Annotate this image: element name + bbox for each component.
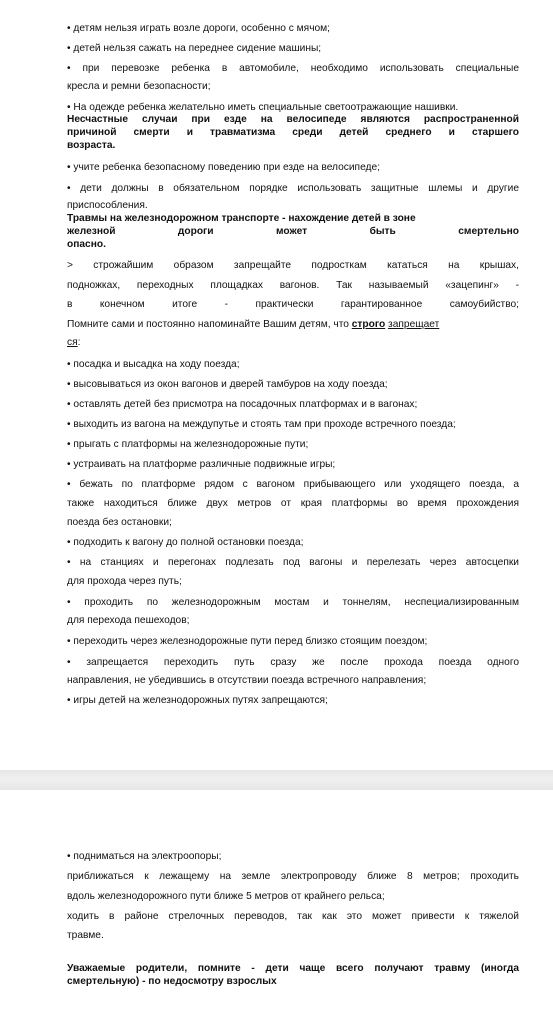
heading-line: Несчастные случаи при езде на велосипеде являются распространенной bbox=[67, 114, 519, 125]
text-span: : bbox=[77, 337, 81, 348]
heading-line: причиной смерти и травматизма среди детей среднего и старшего bbox=[67, 127, 519, 138]
text-line: • детям нельзя играть возле дороги, особенно с мячом; bbox=[67, 23, 331, 34]
text-line: травме. bbox=[67, 930, 104, 941]
text-line: в конечном итоге - практически гарантированное самоубийство; bbox=[67, 299, 519, 310]
list-item: • проходить по железнодорожным мостам и тоннелям, неспециализированным bbox=[67, 597, 519, 608]
closing-note: Уважаемые родители, помните - дети чаще всего получают травму (иногда bbox=[67, 963, 519, 974]
list-item: • высовываться из окон вагонов и дверей тамбуров на ходу поезда; bbox=[67, 379, 388, 390]
text-line bbox=[67, 336, 519, 349]
document-page-2 bbox=[0, 790, 553, 1024]
text-line: • при перевозке ребенка в автомобиле, необходимо использовать специальные bbox=[67, 63, 519, 74]
text-line: • детей нельзя сажать на переднее сидение машины; bbox=[67, 43, 322, 54]
list-item: • игры детей на железнодорожных путях запрещаются; bbox=[67, 695, 328, 706]
text-line: подножках, переходных площадках вагонов. Так называемый «зацепинг» - bbox=[67, 280, 519, 291]
list-item: • переходить через железнодорожные пути перед близко стоящим поездом; bbox=[67, 636, 428, 647]
list-item: • оставлять детей без присмотра на посадочных платформах и в вагонах; bbox=[67, 399, 418, 410]
text-line: поезда без остановки; bbox=[67, 517, 172, 528]
text-line: ходить в районе стрелочных переводов, так как это может привести к тяжелой bbox=[67, 911, 519, 922]
list-item: • подходить к вагону до полной остановки поезда; bbox=[67, 537, 304, 548]
text-line: приближаться к лежащему на земле электропроводу ближе 8 метров; проходить bbox=[67, 871, 519, 882]
emphasis-strict: строго bbox=[351, 319, 386, 330]
list-item: • на станциях и перегонах подлезать под вагоны и перелезать через автосцепки bbox=[67, 557, 519, 568]
text-line: • На одежде ребенка желательно иметь специальные светоотражающие нашивки. bbox=[67, 102, 459, 113]
list-item: • подниматься на электроопоры; bbox=[67, 851, 222, 862]
list-item: • устраивать на платформе различные подвижные игры; bbox=[67, 459, 336, 470]
heading-line: железной дороги может быть смертельно bbox=[67, 226, 519, 237]
heading-line: Травмы на железнодорожном транспорте - нахождение детей в зоне bbox=[67, 213, 416, 224]
text-line: > строжайшим образом запрещайте подросткам кататься на крышах, bbox=[67, 260, 519, 271]
page-separator bbox=[0, 770, 553, 790]
heading-line: возраста. bbox=[67, 140, 116, 151]
text-line: • учите ребенка безопасному поведению при езде на велосипеде; bbox=[67, 162, 380, 173]
heading-line: опасно. bbox=[67, 239, 106, 250]
text-line: кресла и ремни безопасности; bbox=[67, 81, 211, 92]
underlined-text: ся bbox=[67, 337, 78, 348]
text-line: • дети должны в обязательном порядке использовать защитные шлемы и другие bbox=[67, 183, 519, 194]
text-line bbox=[67, 318, 519, 331]
text-line: направления, не убедившись в отсутствии поезда встречного направления; bbox=[67, 675, 427, 686]
text-line: приспособления. bbox=[67, 200, 148, 211]
list-item: • выходить из вагона на междупутье и стоять там при проходе встречного поезда; bbox=[67, 419, 456, 430]
list-item: • посадка и высадка на ходу поезда; bbox=[67, 359, 240, 370]
text-span: Помните сами и постоянно напоминайте Вашим детям, что bbox=[67, 319, 352, 330]
closing-note: смертельную) - по недосмотру взрослых bbox=[67, 976, 277, 987]
list-item: • запрещается переходить путь сразу же после прохода поезда одного bbox=[67, 657, 519, 668]
list-item: • прыгать с платформы на железнодорожные пути; bbox=[67, 439, 309, 450]
list-item: • бежать по платформе рядом с вагоном прибывающего или уходящего поезда, а bbox=[67, 479, 519, 490]
text-line: также находиться ближе двух метров от края платформы во время прохождения bbox=[67, 498, 519, 509]
text-line: вдоль железнодорожного пути ближе 5 метров от крайнего рельса; bbox=[67, 891, 385, 902]
text-line: для прохода через путь; bbox=[67, 576, 182, 587]
text-line: для перехода пешеходов; bbox=[67, 615, 190, 626]
underlined-text: запрещает bbox=[388, 319, 440, 330]
